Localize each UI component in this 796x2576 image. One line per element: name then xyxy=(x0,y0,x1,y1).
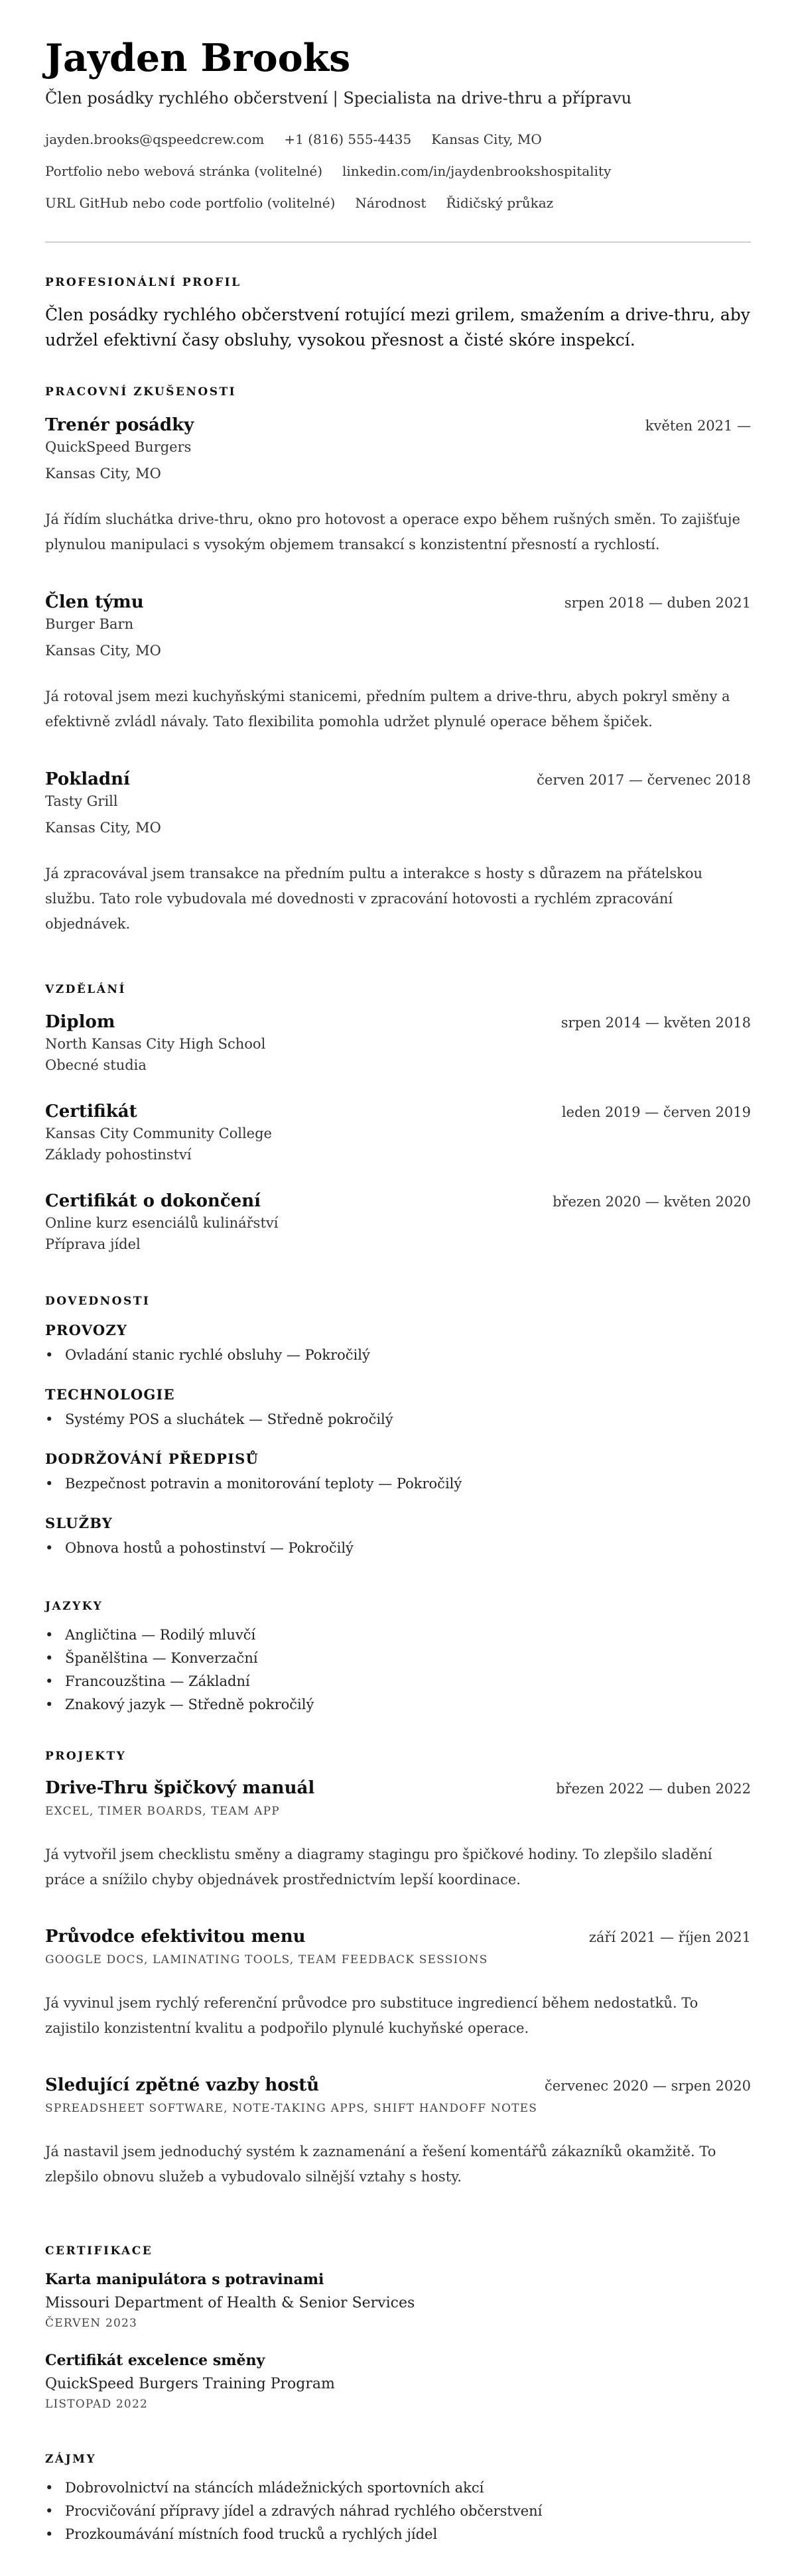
skill-item: • Obnova hostů a pohostinství — Pokročilý xyxy=(45,1537,751,1560)
skill-group xyxy=(45,1450,751,1496)
education-date: srpen 2014 — květen 2018 xyxy=(561,1015,751,1031)
job-title: Člen týmu xyxy=(45,592,144,612)
cert-issuer: Missouri Department of Health & Senior Services xyxy=(45,2295,415,2311)
job-description: Já zpracovával jsem transakce na předním pultu a interakce s hosty s důrazem na přátelskou službu. Tato role vybudovala mé dovednosti v zpracování hotovosti a rychlém zpracování objednávek. xyxy=(45,866,703,932)
candidate-name: Jayden Brooks xyxy=(45,36,351,80)
section-title-certifications: CERTIFIKACE xyxy=(45,2244,153,2258)
job-location: Kansas City, MO xyxy=(45,643,161,659)
skill-group xyxy=(45,1386,751,1431)
language-list xyxy=(45,1624,751,1716)
section-title-education: VZDĚLÁNÍ xyxy=(45,983,126,996)
nationality: Národnost xyxy=(355,195,427,211)
interest-item: • Prozkoumávání místních food trucků a rychlých jídel xyxy=(45,2523,751,2546)
project-tools: GOOGLE DOCS, LAMINATING TOOLS, TEAM FEEDBACK SESSIONS xyxy=(45,1953,488,1966)
skill-item: • Systémy POS a sluchátek — Středně pokročilý xyxy=(45,1408,751,1431)
interest-item: • Procvičování přípravy jídel a zdravých náhrad rychlého občerstvení xyxy=(45,2500,751,2523)
contact-row-1 xyxy=(45,131,751,147)
project-item xyxy=(45,2075,751,2189)
education-item xyxy=(45,1012,751,1073)
project-description: Já vytvořil jsem checklistu směny a diagramy stagingu pro špičkové hodiny. To zlepšilo sladění práce a snížilo chyby objednávek prostřednictvím lepší koordinace. xyxy=(45,1846,712,1888)
job-date: květen 2021 — xyxy=(645,418,751,434)
skill-category: DODRŽOVÁNÍ PŘEDPISŮ xyxy=(45,1450,259,1467)
education-item xyxy=(45,1102,751,1163)
language-item: • Španělština — Konverzační xyxy=(45,1647,751,1670)
job-title: Pokladní xyxy=(45,769,130,789)
portfolio-link[interactable]: Portfolio nebo webová stránka (volitelné) xyxy=(45,163,323,179)
job-location: Kansas City, MO xyxy=(45,820,161,836)
linkedin-link[interactable]: linkedin.com/in/jaydenbrookshospitality xyxy=(342,163,612,179)
project-item xyxy=(45,1778,751,1892)
profile-section xyxy=(45,276,751,353)
project-tools: EXCEL, TIMER BOARDS, TEAM APP xyxy=(45,1805,280,1818)
job-description: Já rotoval jsem mezi kuchyňskými stanicemi, předním pultem a drive-thru, abych pokryl směny a efektivně zvládl návaly. Tato flexibilita pomohla udržet plynulé operace během špiček. xyxy=(45,688,730,730)
education-date: březen 2020 — květen 2020 xyxy=(553,1194,751,1210)
language-item: • Znakový jazyk — Středně pokročilý xyxy=(45,1693,751,1716)
school: Kansas City Community College xyxy=(45,1126,272,1141)
section-title-skills: DOVEDNOSTI xyxy=(45,1295,151,1308)
school: North Kansas City High School xyxy=(45,1036,266,1052)
degree: Certifikát o dokončení xyxy=(45,1191,261,1211)
project-item xyxy=(45,1927,751,2041)
school: Online kurz esenciálů kulinářství xyxy=(45,1215,279,1231)
project-tools: SPREADSHEET SOFTWARE, NOTE-TAKING APPS, SHIFT HANDOFF NOTES xyxy=(45,2102,538,2115)
field-of-study: Obecné studia xyxy=(45,1057,147,1073)
education-item xyxy=(45,1191,751,1252)
headline: Člen posádky rychlého občerstvení | Specialista na drive-thru a přípravu xyxy=(45,89,632,107)
section-title-projects: PROJEKTY xyxy=(45,1750,127,1763)
experience-item xyxy=(45,592,751,734)
project-name: Průvodce efektivitou menu xyxy=(45,1927,306,1947)
profile-summary: Člen posádky rychlého občerstvení rotující mezi grilem, smažením a drive-thru, aby udržel efektivní časy obsluhy, vysokou přesnost a čisté skóre inspekcí. xyxy=(45,305,750,350)
header xyxy=(45,34,751,107)
degree: Diplom xyxy=(45,1012,115,1032)
skill-item: • Bezpečnost potravin a monitorování teploty — Pokročilý xyxy=(45,1472,751,1496)
project-date: září 2021 — říjen 2021 xyxy=(588,1929,751,1945)
project-description: Já nastavil jsem jednoduchý systém k zaznamenání a řešení komentářů zákazníků okamžitě. To zlepšilo obnovu služeb a vybudovalo silnější vztahy s hosty. xyxy=(45,2144,716,2185)
skill-category: PROVOZY xyxy=(45,1322,128,1338)
job-company: Burger Barn xyxy=(45,616,134,632)
experience-item xyxy=(45,769,751,936)
drivers-license: Řidičský průkaz xyxy=(446,195,554,211)
job-location: Kansas City, MO xyxy=(45,466,161,482)
language-item: • Angličtina — Rodilý mluvčí xyxy=(45,1624,751,1647)
location: Kansas City, MO xyxy=(431,131,542,147)
cert-name: Karta manipulátora s potravinami xyxy=(45,2271,324,2288)
cert-issuer: QuickSpeed Burgers Training Program xyxy=(45,2376,335,2392)
section-title-experience: PRACOVNÍ ZKUŠENOSTI xyxy=(45,385,237,399)
header-divider xyxy=(45,241,751,243)
cert-date: ČERVEN 2023 xyxy=(45,2317,138,2330)
certification-item xyxy=(45,2352,751,2411)
contact-row-3 xyxy=(45,195,751,211)
certification-item xyxy=(45,2271,751,2330)
section-title-interests: ZÁJMY xyxy=(45,2453,97,2466)
field-of-study: Základy pohostinství xyxy=(45,1147,192,1163)
job-company: QuickSpeed Burgers xyxy=(45,439,192,455)
education-date: leden 2019 — červen 2019 xyxy=(561,1104,751,1120)
project-description: Já vyvinul jsem rychlý referenční průvodce pro substituce ingrediencí během nedostatků. To zajistilo konzistentní kvalitu a podpořilo plynulé kuchyňské operace. xyxy=(45,1995,698,2036)
skill-category: SLUŽBY xyxy=(45,1515,113,1531)
skill-group xyxy=(45,1322,751,1367)
skill-item: • Ovladání stanic rychlé obsluhy — Pokročilý xyxy=(45,1344,751,1367)
skill-group xyxy=(45,1515,751,1560)
cert-date: LISTOPAD 2022 xyxy=(45,2398,148,2411)
cert-name: Certifikát excelence směny xyxy=(45,2352,265,2369)
github-link[interactable]: URL GitHub nebo code portfolio (volitelné) xyxy=(45,195,336,211)
contact-row-2 xyxy=(45,163,751,179)
project-name: Drive-Thru špičkový manuál xyxy=(45,1778,315,1798)
phone: +1 (816) 555-4435 xyxy=(284,131,412,147)
job-company: Tasty Grill xyxy=(45,793,118,809)
section-title-languages: JAZYKY xyxy=(45,1600,103,1613)
job-date: srpen 2018 — duben 2021 xyxy=(564,595,751,611)
interests-list xyxy=(45,2477,751,2546)
experience-item xyxy=(45,415,751,557)
project-name: Sledující zpětné vazby hostů xyxy=(45,2075,320,2095)
job-description: Já řídím sluchátka drive-thru, okno pro hotovost a operace expo během rušných směn. To zajišťuje plynulou manipulaci s vysokým objemem transakcí s konzistentní přesností a rychlostí. xyxy=(45,511,740,552)
project-date: březen 2022 — duben 2022 xyxy=(556,1781,751,1797)
skill-category: TECHNOLOGIE xyxy=(45,1386,175,1403)
project-date: červenec 2020 — srpen 2020 xyxy=(544,2078,751,2094)
field-of-study: Příprava jídel xyxy=(45,1236,141,1252)
language-item: • Francouzština — Základní xyxy=(45,1670,751,1693)
section-title-profile: PROFESIONÁLNÍ PROFIL xyxy=(45,276,241,289)
degree: Certifikát xyxy=(45,1102,137,1122)
interest-item: • Dobrovolnictví na stáncích mládežnických sportovních akcí xyxy=(45,2477,751,2500)
job-date: červen 2017 — červenec 2018 xyxy=(537,772,751,788)
email-link[interactable]: jayden.brooks@qspeedcrew.com xyxy=(45,131,265,147)
job-title: Trenér posádky xyxy=(45,415,194,435)
